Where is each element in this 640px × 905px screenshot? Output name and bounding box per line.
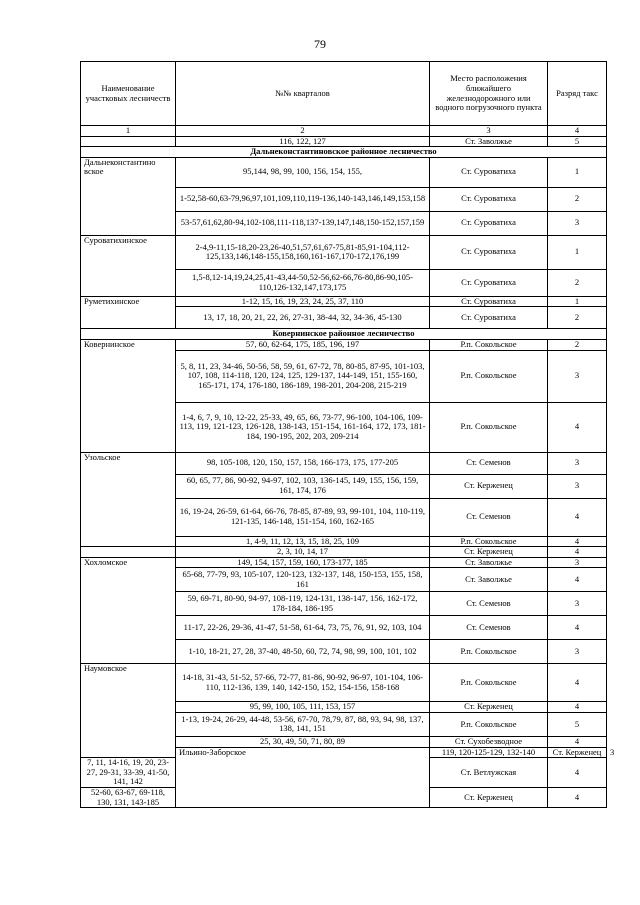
loading-point: Ст. Керженец [430,547,548,558]
header-number-3: 3 [430,126,548,137]
loading-point: Ст. Керженец [548,747,607,758]
quarter-numbers: 95,144, 98, 99, 100, 156, 154, 155, [176,157,430,187]
table-row [81,157,607,187]
loading-point: Р.п. Сокольское [430,339,548,350]
table-row [81,296,607,307]
forestry-name: Узольское [81,452,176,547]
forestry-name: Наумовское [81,664,176,758]
tax-category: 3 [548,350,607,402]
quarter-numbers: 1-13, 19-24, 26-29, 44-48, 53-56, 67-70, 78,79, 87, 88, 93, 94, 98, 137, 138, 141, 151 [176,712,430,736]
loading-point: Ст. Ветлужская [430,758,548,788]
loading-point: Ст. Суроватиха [430,269,548,296]
table-row [81,339,607,350]
forestry-name: Руметихинское [81,296,176,329]
quarter-numbers: 1-52,58-60,63-79,96,97,101,109,110,119-136,140-143,146,149,153,158 [176,187,430,211]
forestry-name: Ильино-Заборское [176,747,430,808]
quarter-numbers: 16, 19-24, 26-59, 61-64, 66-76, 78-85, 87-89, 93, 99-101, 104, 110-119, 121-135, 146-148, 151-154, 160, 162-165 [176,498,430,536]
loading-point: Ст. Суроватиха [430,211,548,235]
quarter-numbers: 1-12, 15, 16, 19, 23, 24, 25, 37, 110 [176,296,430,307]
loading-point: Ст. Сухобезводное [430,736,548,747]
tax-category: 4 [548,616,607,640]
header-loading-point: Место расположения ближайшего железнодорожного или водного погрузочного пункта [430,62,548,126]
loading-point: Р.п. Сокольское [430,640,548,664]
tax-category: 5 [548,712,607,736]
table-row: Ильино-Заборское 119, 120-125-129, 132-140 Ст. Керженец 3 [81,747,607,758]
forest-quarters-table [80,61,615,808]
quarter-numbers: 52-60, 63-67, 69-118, 130, 131, 143-185 [81,787,176,807]
tax-category: 2 [548,307,607,329]
tax-category: 4 [548,702,607,713]
tax-category: 2 [548,339,607,350]
quarter-numbers: 98, 105-108, 120, 150, 157, 158, 166-173, 175, 177-205 [176,452,430,474]
quarter-numbers: 2-4,9-11,15-18,20-23,26-40,51,57,61,67-75,81-85,91-104,112-125,133,146,148-155,158,160,161-167,170-172,176,199 [176,235,430,269]
tax-category: 4 [548,402,607,452]
loading-point: Ст. Керженец [430,474,548,498]
loading-point: Ст. Семенов [430,616,548,640]
header-number-4: 4 [548,126,607,137]
loading-point: Ст. Заволжье [430,136,548,147]
quarter-numbers: 53-57,61,62,80-94,102-108,111-118,137-139,147,148,150-152,157,159 [176,211,430,235]
tax-category: 1 [548,296,607,307]
section-row [81,329,607,340]
quarter-numbers: 5, 8, 11, 23, 34-46, 50-56, 58, 59, 61, 67-72, 78, 80-85, 87-95, 101-103, 107, 108, 114-118, 120, 124, 125, 129-137, 144-149, 151, 155-160, 165-171, 174, 176-180, 186-189, 198-201, 204-208, 215-219 [176,350,430,402]
quarter-numbers: 2, 3, 10, 14, 17 [176,547,430,558]
loading-point: Ст. Суроватиха [430,235,548,269]
section-row [81,147,607,158]
loading-point: Ст. Заволжье [430,568,548,592]
tax-category: 3 [548,592,607,616]
loading-point: Ст. Суроватиха [430,307,548,329]
loading-point: Ст. Семенов [430,592,548,616]
quarter-numbers: 1, 4-9, 11, 12, 13, 15, 18, 25, 109 [176,536,430,547]
quarter-numbers: 1,5-8,12-14,19,24,25,41-43,44-50,52-56,62-66,76-80,86-90,105-110,126-132,147,173,175 [176,269,430,296]
loading-point: Ст. Керженец [430,702,548,713]
loading-point: Р.п. Сокольское [430,536,548,547]
loading-point: Ст. Семенов [430,498,548,536]
tax-category: 3 [548,557,607,568]
tax-category: 4 [548,498,607,536]
tax-category: 4 [548,568,607,592]
quarter-numbers: 95, 99, 100, 105, 111, 153, 157 [176,702,430,713]
loading-point: Ст. Суроватиха [430,157,548,187]
quarter-numbers: 149, 154, 157, 159, 160, 173-177, 185 [176,557,430,568]
tax-category: 2 [548,187,607,211]
quarter-numbers: 11-17, 22-26, 29-36, 41-47, 51-58, 61-64, 73, 75, 76, 91, 92, 103, 104 [176,616,430,640]
header-quarters: №№ кварталов [176,62,430,126]
quarter-numbers: 116, 122, 127 [176,136,430,147]
table-row [81,557,607,568]
table-row [81,136,607,147]
tax-category: 4 [548,736,607,747]
loading-point: Р.п. Сокольское [430,350,548,402]
table-body [81,135,615,808]
loading-point: Р.п. Сокольское [430,402,548,452]
forestry-name: Ковернинское [81,339,176,452]
forestry-name: Хохломское [81,557,176,664]
tax-category: 4 [548,758,607,788]
quarter-numbers: 59, 69-71, 80-90, 94-97, 108-119, 124-131, 138-147, 156, 162-172, 178-184, 186-195 [176,592,430,616]
forestry-name: Дальнеконстантино вское [81,157,176,235]
quarter-numbers: 25, 30, 49, 50, 71, 80, 89 [176,736,430,747]
tax-category: 1 [548,157,607,187]
quarter-numbers: 60, 65, 77, 86, 90-92, 94-97, 102, 103, 136-145, 149, 155, 156, 159, 161, 174, 176 [176,474,430,498]
quarter-numbers: 1-10, 18-21, 27, 28, 37-40, 48-50, 60, 72, 74, 98, 99, 100, 101, 102 [176,640,430,664]
loading-point: Р.п. Сокольское [430,712,548,736]
table-row [81,452,607,474]
tax-category: 1 [548,235,607,269]
quarter-numbers: 57, 60, 62-64, 175, 185, 196, 197 [176,339,430,350]
tax-category: 4 [548,547,607,558]
header-tax-category: Разряд такс [548,62,607,126]
header-number-1: 1 [81,126,176,137]
tax-category: 4 [548,664,607,702]
loading-point: Ст. Заволжье [430,557,548,568]
section-title: Дальнеконстантиновское районное лесничество [81,147,607,158]
loading-point: Ст. Суроватиха [430,187,548,211]
loading-point: Ст. Суроватиха [430,296,548,307]
quarter-numbers: 119, 120-125-129, 132-140 [430,747,548,758]
quarter-numbers: 7, 11, 14-16, 19, 20, 23-27, 29-31, 33-39, 41-50, 141, 142 [81,758,176,788]
forestry-name [81,136,176,147]
tax-category: 4 [548,536,607,547]
section-title: Ковернинское районное лесничество [81,329,607,340]
quarter-numbers: 65-68, 77-79, 93, 105-107, 120-123, 132-137, 148, 150-153, 155, 158, 161 [176,568,430,592]
quarter-numbers: 1-4, 6, 7, 9, 10, 12-22, 25-33, 49, 65, 66, 73-77, 96-100, 104-106, 109-113, 119, 121-123, 126-128, 138-143, 151-154, 161-164, 172, 173, 181-184, 190-195, 202, 203, 209-214 [176,402,430,452]
quarter-numbers: 13, 17, 18, 20, 21, 22, 26, 27-31, 38-44, 32, 34-36, 45-130 [176,307,430,329]
tax-category: 2 [548,269,607,296]
table-row [81,664,607,702]
loading-point: Ст. Семенов [430,452,548,474]
forestry-name [81,547,176,558]
tax-category: 3 [548,474,607,498]
tax-category: 3 [548,640,607,664]
loading-point: Ст. Керженец [430,787,548,807]
tax-category: 3 [548,452,607,474]
tax-category: 5 [548,136,607,147]
header-number-2: 2 [176,126,430,137]
page-number: 79 [314,37,326,51]
tax-category: 4 [548,787,607,807]
table-row [81,547,607,558]
tax-category: 3 [548,211,607,235]
loading-point: Р.п. Сокольское [430,664,548,702]
table-row [81,235,607,269]
header-forestry-name: Наименование участковых лесничеств [81,62,176,126]
forestry-name: Суроватихинское [81,235,176,296]
quarter-numbers: 14-18, 31-43, 51-52, 57-66, 72-77, 81-86, 90-92, 96-97, 101-104, 106-110, 112-136, 139, 140, 142-150, 152, 154-156, 158-168 [176,664,430,702]
